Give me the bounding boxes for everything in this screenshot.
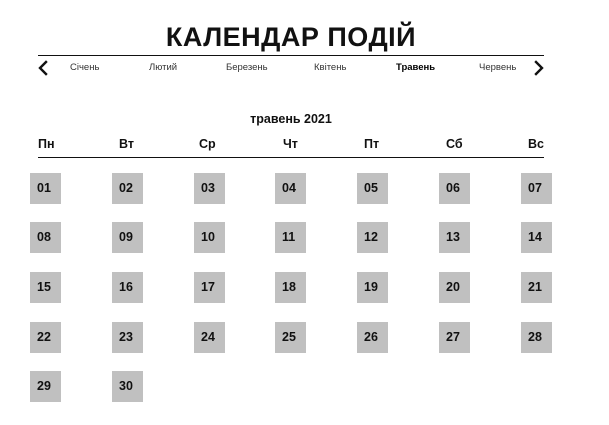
month-tab-february[interactable]: Лютий (149, 62, 178, 73)
weekday-mon: Пн (38, 137, 55, 151)
day-cell-29[interactable] (30, 371, 61, 402)
day-cell-26[interactable] (357, 322, 388, 353)
day-number: 19 (364, 280, 378, 294)
day-number: 29 (37, 379, 51, 393)
chevron-right-icon[interactable] (532, 60, 546, 76)
weekday-thu: Чт (283, 137, 298, 151)
day-cell-03[interactable] (194, 173, 225, 204)
day-cell-24[interactable] (194, 322, 225, 353)
day-cell-20[interactable] (439, 272, 470, 303)
day-number: 13 (446, 230, 460, 244)
day-cell-28[interactable] (521, 322, 552, 353)
weekday-divider (38, 157, 544, 158)
day-number: 21 (528, 280, 542, 294)
day-number: 07 (528, 181, 542, 195)
day-number: 30 (119, 379, 133, 393)
day-number: 11 (282, 230, 296, 244)
day-cell-12[interactable] (357, 222, 388, 253)
day-number: 01 (37, 181, 51, 195)
day-cell-10[interactable] (194, 222, 225, 253)
month-tab-january[interactable]: Січень (70, 62, 100, 73)
day-cell-25[interactable] (275, 322, 306, 353)
day-cell-08[interactable] (30, 222, 61, 253)
day-cell-14[interactable] (521, 222, 552, 253)
day-cell-16[interactable] (112, 272, 143, 303)
day-number: 28 (528, 330, 542, 344)
day-cell-23[interactable] (112, 322, 143, 353)
day-number: 27 (446, 330, 460, 344)
day-number: 23 (119, 330, 133, 344)
weekday-fri: Пт (364, 137, 380, 151)
month-tab-may[interactable]: Травень (396, 62, 436, 73)
month-tab-april[interactable]: Квітень (314, 62, 347, 73)
calendar-month-title: травень 2021 (250, 112, 332, 126)
day-cell-09[interactable] (112, 222, 143, 253)
day-number: 15 (37, 280, 51, 294)
day-number: 14 (528, 230, 542, 244)
day-number: 20 (446, 280, 460, 294)
day-cell-15[interactable] (30, 272, 61, 303)
day-number: 12 (364, 230, 378, 244)
day-number: 26 (364, 330, 378, 344)
day-cell-22[interactable] (30, 322, 61, 353)
day-cell-21[interactable] (521, 272, 552, 303)
day-cell-17[interactable] (194, 272, 225, 303)
day-number: 10 (201, 230, 215, 244)
day-cell-13[interactable] (439, 222, 470, 253)
month-tab-march[interactable]: Березень (226, 62, 268, 73)
day-cell-07[interactable] (521, 173, 552, 204)
day-cell-18[interactable] (275, 272, 306, 303)
page-title: КАЛЕНДАР ПОДІЙ (165, 22, 417, 52)
day-cell-30[interactable] (112, 371, 143, 402)
day-cell-01[interactable] (30, 173, 61, 204)
day-cell-06[interactable] (439, 173, 470, 204)
month-tab-june[interactable]: Червень (479, 62, 517, 73)
weekday-wed: Ср (199, 137, 216, 151)
day-cell-02[interactable] (112, 173, 143, 204)
title-divider (38, 55, 544, 56)
month-navigation (30, 58, 552, 78)
day-number: 08 (37, 230, 51, 244)
day-cell-19[interactable] (357, 272, 388, 303)
day-number: 09 (119, 230, 133, 244)
weekday-tue: Вт (119, 137, 134, 151)
day-number: 18 (282, 280, 296, 294)
day-number: 04 (282, 181, 296, 195)
day-cell-11[interactable] (275, 222, 306, 253)
day-cell-04[interactable] (275, 173, 306, 204)
day-number: 06 (446, 181, 460, 195)
weekday-sat: Сб (446, 137, 463, 151)
day-number: 22 (37, 330, 51, 344)
day-number: 16 (119, 280, 133, 294)
day-number: 25 (282, 330, 296, 344)
day-cell-27[interactable] (439, 322, 470, 353)
day-cell-05[interactable] (357, 173, 388, 204)
day-number: 24 (201, 330, 215, 344)
day-number: 02 (119, 181, 133, 195)
day-number: 05 (364, 181, 378, 195)
day-number: 17 (201, 280, 215, 294)
weekday-sun: Вс (528, 137, 544, 151)
chevron-left-icon[interactable] (36, 60, 50, 76)
day-number: 03 (201, 181, 215, 195)
